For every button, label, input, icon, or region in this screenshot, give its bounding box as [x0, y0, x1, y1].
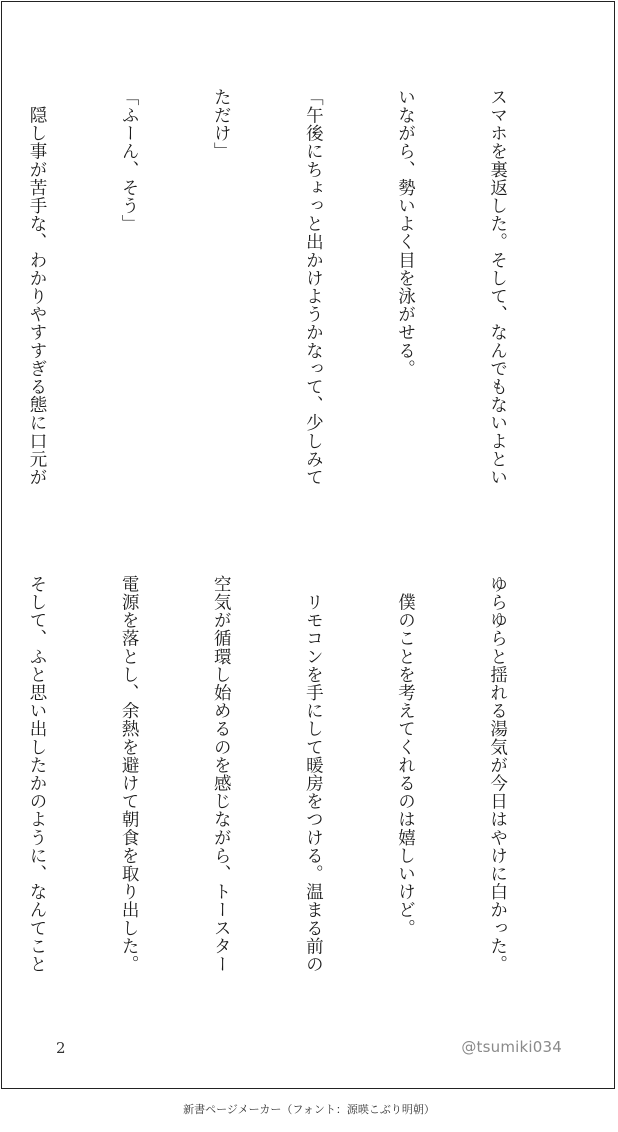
author-handle: @tsumiki034	[461, 1038, 562, 1056]
generator-credit: 新書ページメーカー（フォント：源暎こぶり明朝）	[183, 1103, 435, 1116]
text-line: 「午後にちょっと出かけようかなって、少しみて	[303, 88, 324, 487]
text-line: いながら、勢いよく目を泳がせる。	[395, 88, 416, 378]
text-line: 隠し事が苦手な、わかりやすすぎる態に口元が	[27, 88, 48, 487]
text-line: ゆらゆらと揺れる湯気が今日はやけに白かった。	[487, 575, 508, 974]
text-line: リモコンを手にして暖房をつける。温まる前の	[303, 575, 324, 974]
text-line: 僕のことを考えてくれるのは嬉しいけど。	[395, 575, 416, 937]
page-number: 2	[56, 1039, 66, 1057]
lower-text-block	[0, 575, 574, 1015]
upper-text-block	[0, 88, 574, 528]
text-line: 電源を落とし、余熱を避けて朝食を取り出した。	[119, 575, 140, 974]
text-line: スマホを裏返した。そして、なんでもないよとい	[487, 88, 508, 487]
text-line: そして、ふと思い出したかのように、なんてこと	[27, 575, 48, 974]
book-page	[1, 1, 615, 1089]
text-line: ただけ」	[211, 88, 232, 161]
text-line: 空気が循環し始めるのを感じながら、トースター	[211, 575, 232, 974]
text-line: 「ふーん、そう」	[119, 88, 140, 233]
